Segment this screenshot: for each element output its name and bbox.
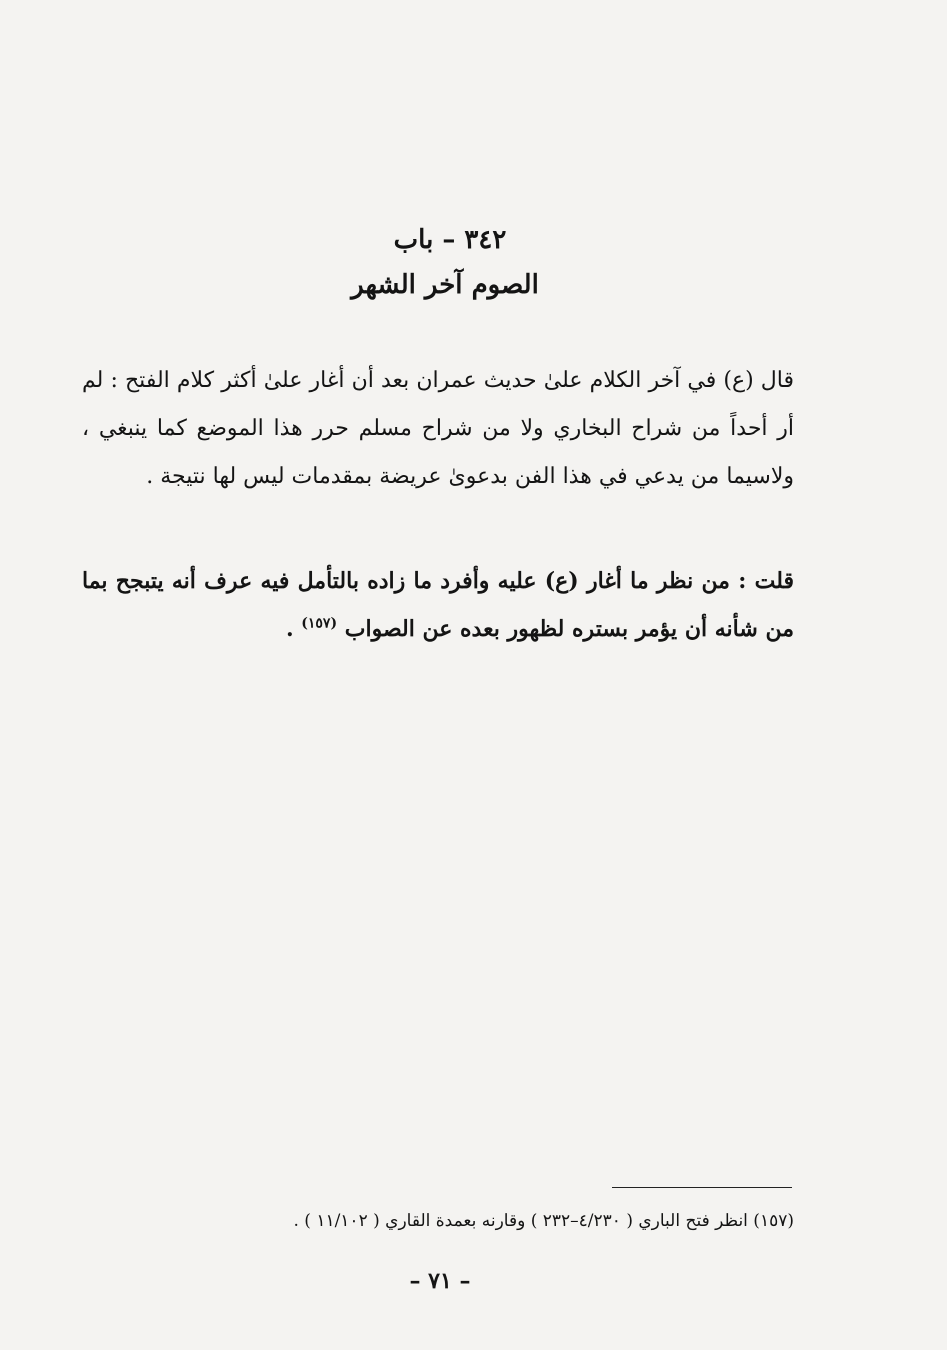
footnote: (١٥٧) انظر فتح الباري ( ٤/٢٣٠–٢٣٢ ) وقارنه بعمدة القاري ( ١١/١٠٢ ) . [293,1211,794,1231]
footnote-divider [612,1187,792,1188]
paragraph-ending: . [285,616,302,642]
paragraph-text: قلت : من نظر ما أغار (ع) عليه وأفرد ما زاده بالتأمل فيه عرف أنه يتبجح بما من شأنه أن يؤمر بستره لظهور بعده عن الصواب [82,568,794,642]
paragraph-text: قال (ع) في آخر الكلام علىٰ حديث عمران بعد أن أغار علىٰ أكثر كلام الفتح : لم أر أحداً من شراح البخاري ولا من شراح مسلم حرر هذا الموضع كما ينبغي ، ولاسيما من يدعي في هذا الفن بدعوىٰ عريضة بمقدمات ليس لها نتيجة . [82,368,794,489]
chapter-title: الصوم آخر الشهر [351,270,539,300]
chapter-number: ٣٤٢ – باب [393,225,507,255]
footnote-reference[interactable]: (١٥٧) [301,615,338,632]
paragraph [82,557,794,653]
paragraph [82,357,794,501]
page-number: – ٧١ – [409,1268,471,1294]
